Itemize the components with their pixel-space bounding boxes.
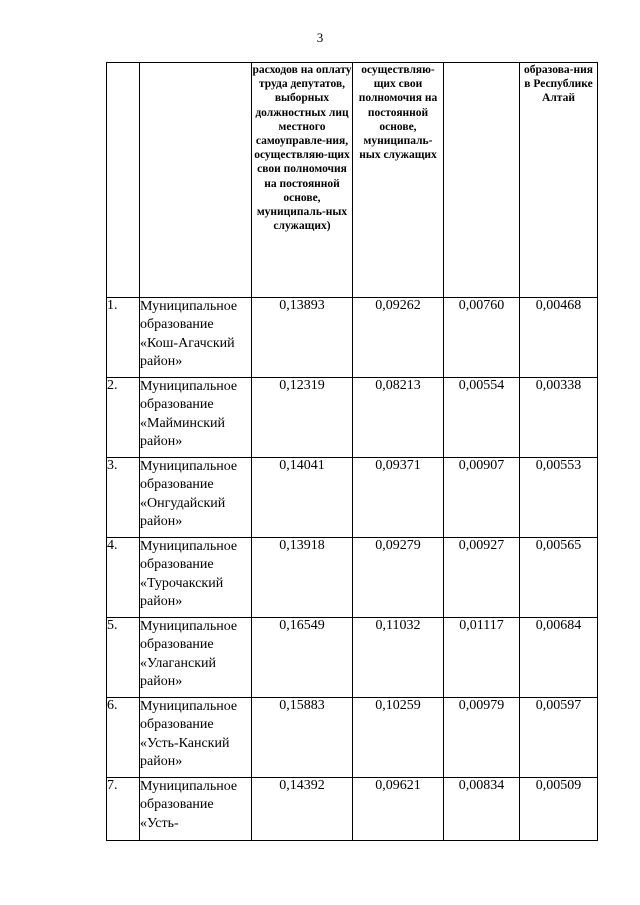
coefficients-table (106, 62, 598, 841)
coefficient-value-v3: 0,01117 (444, 618, 520, 698)
municipality-name-line: Муниципальное (140, 779, 238, 794)
municipality-name-line: «Турочакский (140, 575, 224, 591)
coefficient-value-v3: 0,00834 (444, 778, 520, 841)
municipality-name-line: район» (140, 433, 183, 449)
row-index: 4. (107, 538, 140, 618)
municipality-name-line: образование (140, 397, 214, 413)
municipality-name (140, 778, 252, 841)
coefficient-value-v4: 0,00509 (520, 778, 598, 841)
municipality-name (140, 618, 252, 698)
coefficient-value-v1: 0,14392 (252, 778, 353, 841)
municipality-name-line: район» (140, 753, 183, 769)
municipality-name (140, 538, 252, 618)
coefficient-value-v4: 0,00684 (520, 618, 598, 698)
municipality-name-line: район» (140, 673, 183, 689)
header-cell-name (140, 63, 252, 298)
coefficient-value-v3: 0,00554 (444, 378, 520, 458)
municipality-name-line: Муниципальное (140, 379, 238, 394)
coefficient-value-v2: 0,10259 (353, 698, 444, 778)
municipality-name-line: образование (140, 317, 214, 333)
municipality-name-line: образование (140, 717, 214, 733)
coefficient-value-v2: 0,08213 (353, 378, 444, 458)
municipality-name-line: образование (140, 637, 214, 653)
municipality-name (140, 378, 252, 458)
municipality-name-line: образование (140, 477, 214, 493)
coefficient-value-v4: 0,00338 (520, 378, 598, 458)
coefficient-value-v3: 0,00907 (444, 458, 520, 538)
municipality-name-line: Муниципальное (140, 699, 238, 714)
coefficient-value-v3: 0,00979 (444, 698, 520, 778)
table-row (107, 618, 598, 698)
municipality-name-line: район» (140, 593, 183, 609)
row-index: 3. (107, 458, 140, 538)
header-cell-col5 (444, 63, 520, 298)
row-index: 2. (107, 378, 140, 458)
header-cell-index (107, 63, 140, 298)
municipality-name-line: «Усть- (140, 815, 179, 831)
coefficient-value-v1: 0,13893 (252, 298, 353, 378)
municipality-name (140, 458, 252, 538)
municipality-name-line: Муниципальное (140, 459, 238, 474)
table-row (107, 778, 598, 841)
table-row (107, 378, 598, 458)
coefficient-value-v4: 0,00597 (520, 698, 598, 778)
page-number: 3 (316, 30, 324, 45)
table-row (107, 538, 598, 618)
coefficient-value-v1: 0,13918 (252, 538, 353, 618)
coefficient-value-v4: 0,00553 (520, 458, 598, 538)
municipality-name (140, 298, 252, 378)
municipality-name-line: Муниципальное (140, 619, 238, 634)
coefficient-value-v2: 0,09621 (353, 778, 444, 841)
table-row (107, 698, 598, 778)
coefficient-value-v1: 0,12319 (252, 378, 353, 458)
row-index: 1. (107, 298, 140, 378)
municipality-name-line: «Улаганский (140, 655, 216, 671)
coefficient-value-v3: 0,00760 (444, 298, 520, 378)
municipality-name-line: образование (140, 797, 214, 813)
row-index: 6. (107, 698, 140, 778)
coefficient-value-v3: 0,00927 (444, 538, 520, 618)
municipality-name-line: «Майминский (140, 415, 225, 431)
municipality-name-line: «Усть-Канский (140, 735, 230, 751)
coefficient-value-v2: 0,09279 (353, 538, 444, 618)
municipality-name-line: район» (140, 353, 183, 369)
coefficient-value-v2: 0,11032 (353, 618, 444, 698)
coefficient-value-v1: 0,14041 (252, 458, 353, 538)
table-header-row (107, 63, 598, 298)
coefficient-value-v2: 0,09262 (353, 298, 444, 378)
coefficient-value-v2: 0,09371 (353, 458, 444, 538)
coefficient-value-v1: 0,16549 (252, 618, 353, 698)
header-cell-salary-expenses: расходов на оплату труда депутатов, выборных должностных лиц местного самоуправле-ния, осуществляю-щих свои полномочия на постоянной основе, муниципаль-ных служащих) (252, 63, 353, 298)
table-row (107, 298, 598, 378)
municipality-name-line: образование (140, 557, 214, 573)
table-row (107, 458, 598, 538)
municipality-name-line: Муниципальное (140, 299, 238, 314)
header-cell-republic-altai: образова-ния в Республике Алтай (520, 63, 598, 298)
coefficient-value-v1: 0,15883 (252, 698, 353, 778)
municipality-name-line: «Онгудайский (140, 495, 226, 511)
municipality-name-line: «Кош-Агачский (140, 335, 235, 351)
municipality-name-line: район» (140, 513, 183, 529)
row-index: 7. (107, 778, 140, 841)
row-index: 5. (107, 618, 140, 698)
coefficient-value-v4: 0,00565 (520, 538, 598, 618)
municipality-name-line: Муниципальное (140, 539, 238, 554)
coefficient-value-v4: 0,00468 (520, 298, 598, 378)
municipality-name (140, 698, 252, 778)
header-cell-permanent-staff: осуществляю-щих свои полномочия на постоянной основе, муниципаль-ных служащих (353, 63, 444, 298)
